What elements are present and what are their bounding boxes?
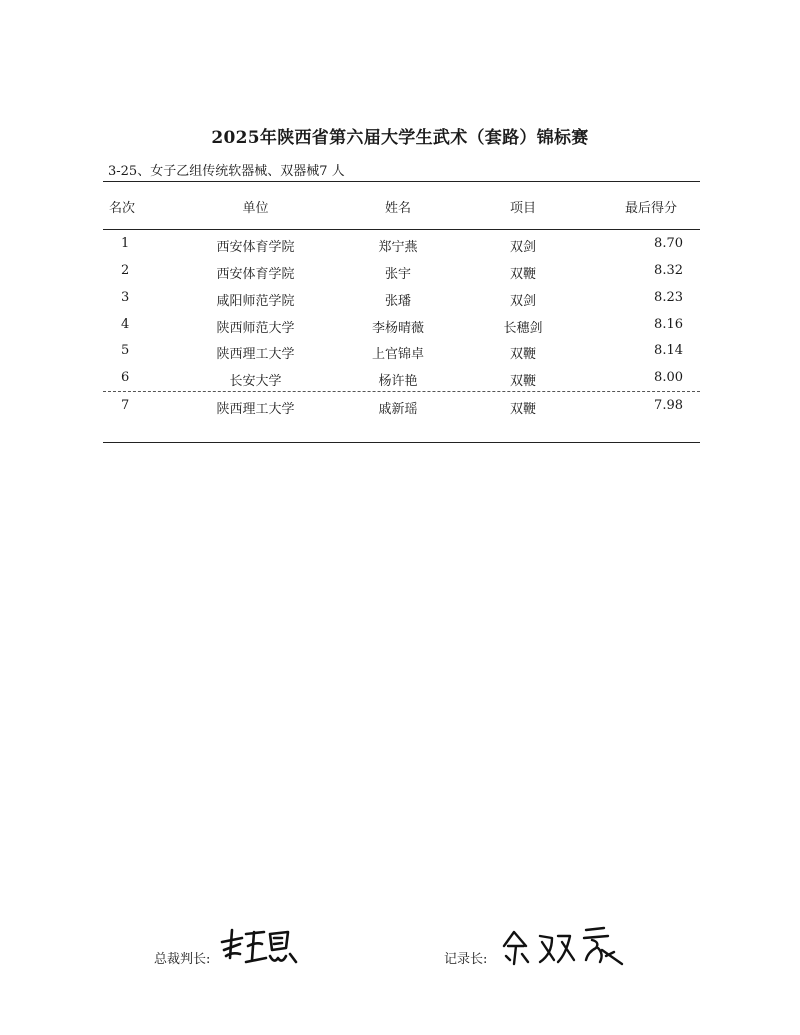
- row-unit: 西安体育学院: [216, 267, 295, 282]
- dashed-separator: [103, 391, 700, 392]
- row-item: 双剑: [509, 294, 536, 309]
- row-score: 8.16: [654, 317, 683, 332]
- header-rank: 名次: [109, 201, 136, 216]
- row-item: 双鞭: [509, 347, 536, 362]
- row-unit: 咸阳师范学院: [216, 294, 295, 309]
- recorder-label: 记录长:: [444, 952, 488, 967]
- row-item: 双鞭: [509, 267, 536, 282]
- table-bottom-rule: [103, 442, 700, 443]
- table-row: [103, 290, 700, 310]
- row-item: 双剑: [509, 240, 536, 255]
- row-rank: 4: [121, 317, 130, 332]
- row-rank: 5: [121, 343, 130, 358]
- chief-judge-label: 总裁判长:: [154, 952, 211, 967]
- row-score: 8.70: [654, 236, 683, 251]
- row-score: 8.32: [654, 263, 683, 278]
- row-score: 8.23: [654, 290, 683, 305]
- row-unit: 陕西师范大学: [216, 321, 295, 336]
- row-score: 7.98: [654, 398, 683, 413]
- row-name: 杨许艳: [378, 374, 418, 389]
- recorder-signature: [500, 924, 632, 970]
- row-rank: 3: [121, 290, 130, 305]
- document-title: 2025年陕西省第六届大学生武术（套路）锦标赛: [211, 128, 589, 148]
- row-score: 8.00: [654, 370, 683, 385]
- header-score: 最后得分: [624, 201, 677, 216]
- row-unit: 陕西理工大学: [216, 347, 295, 362]
- header-item: 项目: [509, 201, 536, 216]
- row-name: 郑宁燕: [378, 240, 418, 255]
- chief-judge-signature: [218, 924, 302, 968]
- header-unit: 单位: [242, 201, 269, 216]
- row-item: 长穗剑: [503, 321, 543, 336]
- row-unit: 长安大学: [229, 374, 282, 389]
- event-subtitle: 3-25、女子乙组传统软器械、双器械7 人: [108, 164, 345, 179]
- table-row: [103, 343, 700, 363]
- row-name: 张宇: [384, 267, 411, 282]
- row-unit: 陕西理工大学: [216, 402, 295, 417]
- row-score: 8.14: [654, 343, 683, 358]
- row-item: 双鞭: [509, 374, 536, 389]
- row-name: 上官锦卓: [371, 347, 424, 362]
- row-name: 李杨晴薇: [371, 321, 424, 336]
- row-rank: 7: [121, 398, 130, 413]
- table-row: [103, 236, 700, 256]
- table-row: [103, 263, 700, 283]
- table-header-row: [103, 197, 700, 217]
- table-row: [103, 317, 700, 337]
- row-name: 张璠: [384, 294, 411, 309]
- row-rank: 2: [121, 263, 130, 278]
- row-unit: 西安体育学院: [216, 240, 295, 255]
- header-name: 姓名: [384, 201, 411, 216]
- table-row: [103, 370, 700, 390]
- row-rank: 1: [121, 236, 130, 251]
- table-top-rule: [103, 181, 700, 182]
- row-rank: 6: [121, 370, 130, 385]
- table-row: [103, 398, 700, 418]
- row-item: 双鞭: [509, 402, 536, 417]
- table-header-rule: [103, 229, 700, 230]
- row-name: 戚新瑶: [378, 402, 418, 417]
